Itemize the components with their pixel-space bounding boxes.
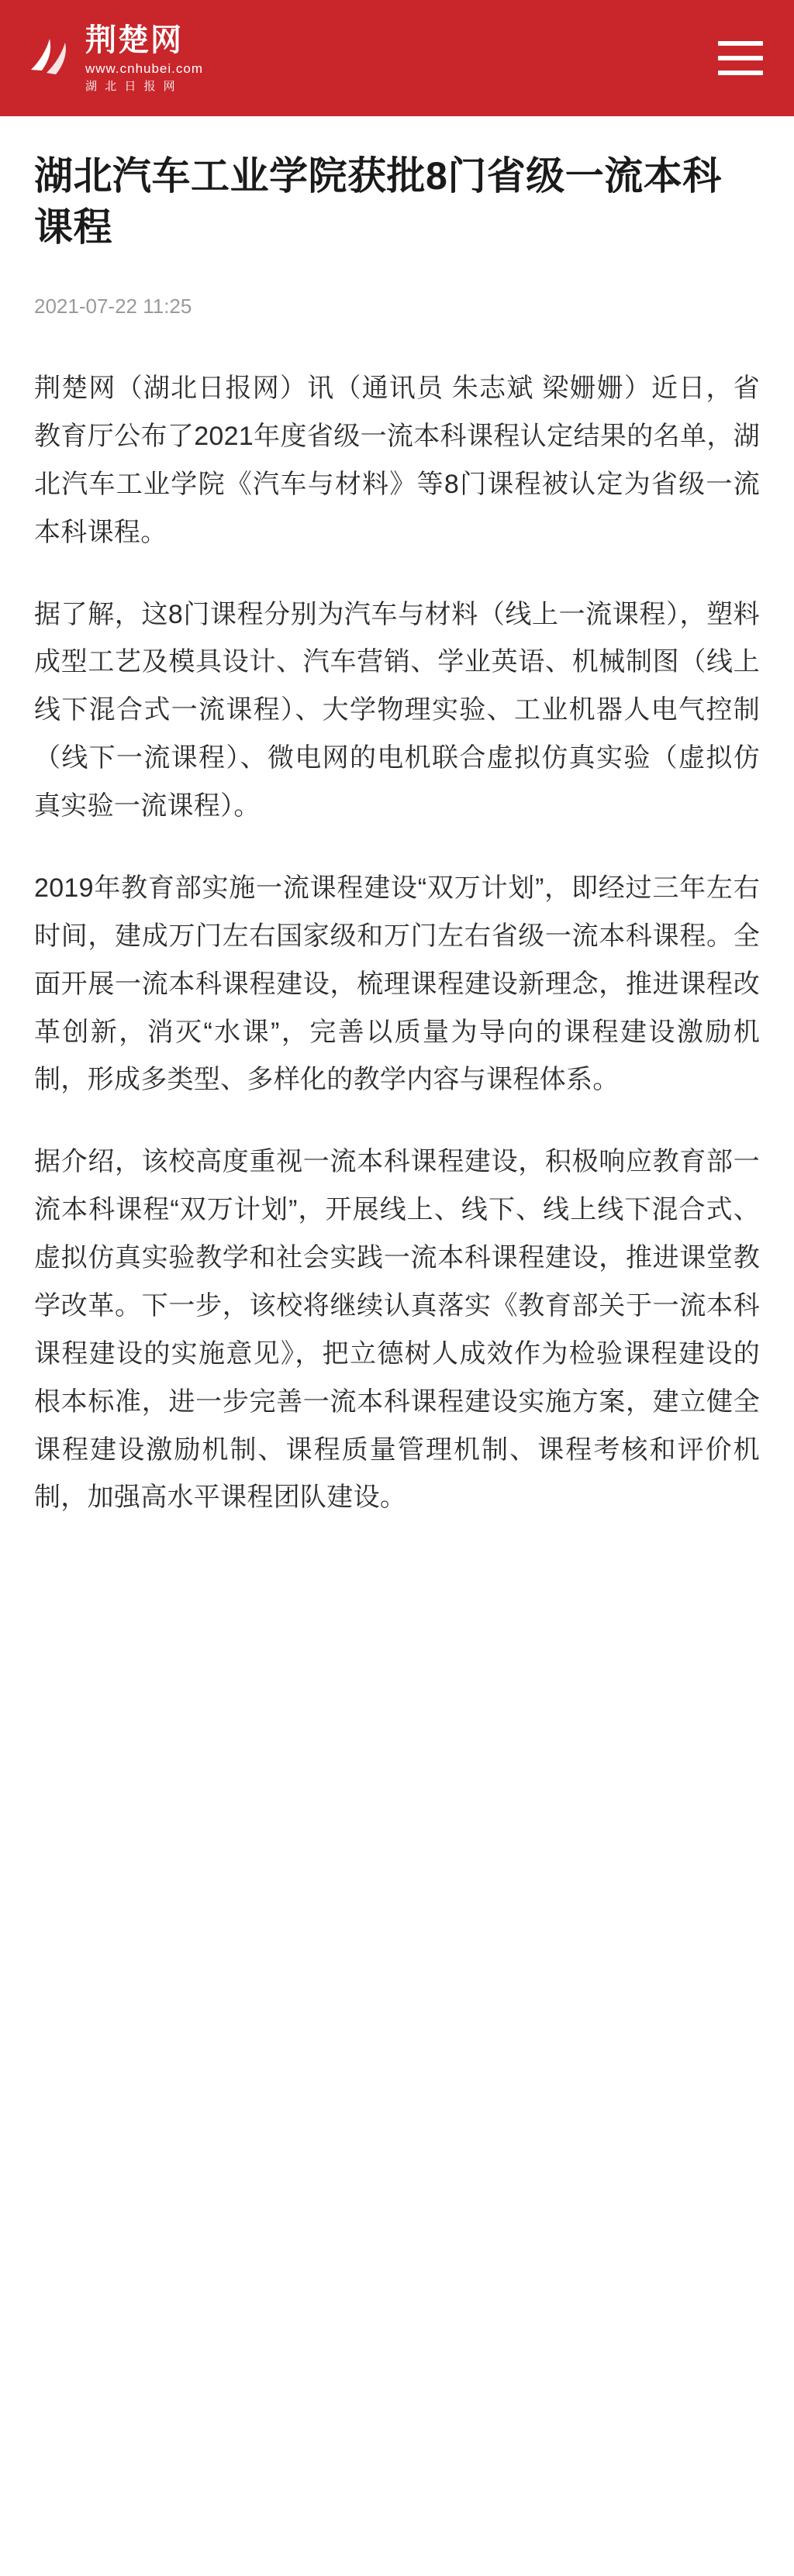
article-paragraph: 据介绍，该校高度重视一流本科课程建设，积极响应教育部一流本科课程“双万计划”，开展线上、线下、线上线下混合式、虚拟仿真实验教学和社会实践一流本科课程建设，推进课堂教学改革。下一步，该校将继续认真落实《教育部关于一流本科课程建设的实施意见》，把立德树人成效作为检验课程建设的根本标准，进一步完善一流本科课程建设实施方案，建立健全课程建设激励机制、课程质量管理机制、课程考核和评价机制，加强高水平课程团队建设。 [34, 1147, 760, 1513]
menu-bar-2 [718, 56, 763, 60]
site-logo[interactable] [26, 24, 203, 92]
menu-bar-1 [718, 41, 763, 46]
brand-url: www.cnhubei.com [85, 61, 204, 76]
brand-title: 荆楚网 [85, 23, 183, 57]
article-paragraph: 2019年教育部实施一流课程建设“双万计划”，即经过三年左右时间，建成万门左右国家级和万门左右省级一流本科课程。全面开展一流本科课程建设，梳理课程建设新理念，推进课程改革创新，消灭“水课”，完善以质量为导向的课程建设激励机制，形成多类型、多样化的教学内容与课程体系。 [34, 873, 760, 1095]
brand-mark-icon [26, 34, 74, 82]
article-container [0, 116, 794, 1569]
article-paragraph: 荆楚网（湖北日报网）讯（通讯员 朱志斌 梁姗姗）近日，省教育厅公布了2021年度省级一流本科课程认定结果的名单，湖北汽车工业学院《汽车与材料》等8门课程被认定为省级一流本科课程。 [34, 374, 760, 547]
page-title: 湖北汽车工业学院获批8门省级一流本科课程 [34, 154, 722, 249]
brand-subtitle: 湖 北 日 报 网 [85, 80, 178, 93]
hamburger-menu-icon[interactable] [718, 41, 763, 75]
site-header [0, 0, 794, 116]
menu-bar-3 [718, 71, 763, 75]
article-paragraph: 据了解，这8门课程分别为汽车与材料（线上一流课程），塑料成型工艺及模具设计、汽车营销、学业英语、机械制图（线上线下混合式一流课程）、大学物理实验、工业机器人电气控制（线下一流课程）、微电网的电机联合虚拟仿真实验（虚拟仿真实验一流课程）。 [34, 599, 760, 821]
article-body [34, 365, 760, 1522]
publish-timestamp: 2021-07-22 11:25 [34, 294, 192, 318]
